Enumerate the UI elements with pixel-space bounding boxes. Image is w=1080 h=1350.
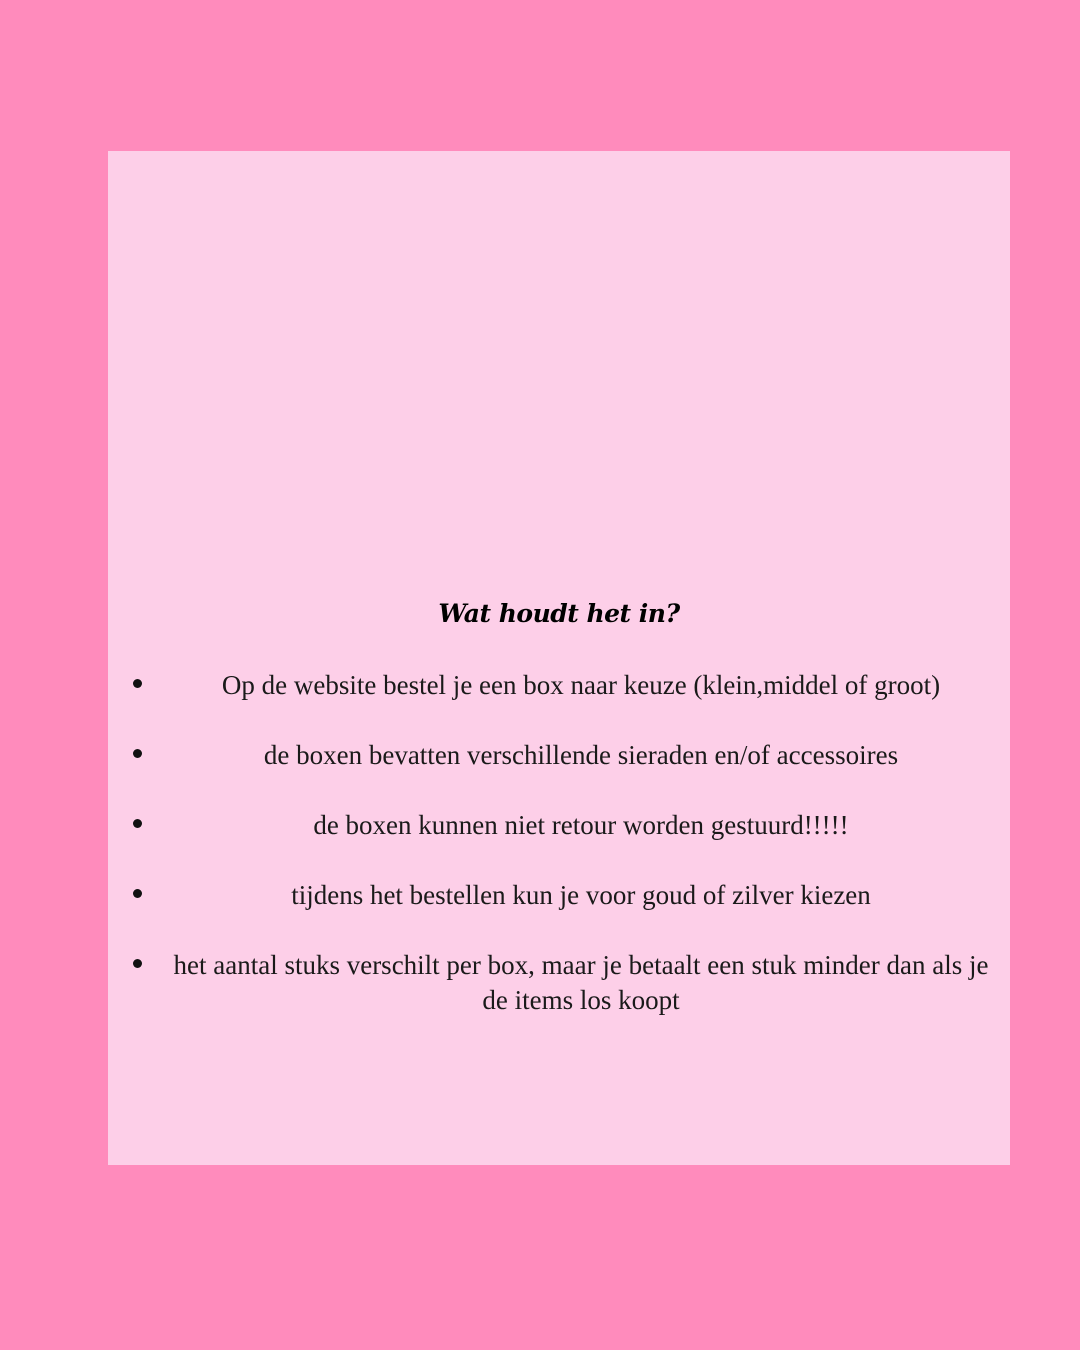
list-item-text: Op de website bestel je een box naar keuze (klein,middel of groot) [221, 670, 941, 700]
list-item-text: tijdens het bestellen kun je voor goud of zilver kiezen [291, 880, 871, 910]
bullet-icon [133, 959, 142, 968]
list-item [108, 808, 1010, 843]
list-item [108, 878, 1010, 913]
bullet-icon [133, 749, 142, 758]
bullet-icon [133, 679, 142, 688]
list-item [108, 948, 1010, 1018]
list-item-text: het aantal stuks verschilt per box, maar je betaalt een stuk minder dan als je de items los koopt [173, 950, 989, 1015]
bullet-icon [133, 889, 142, 898]
info-list [108, 668, 1010, 1053]
card-title: Wat houdt het in? [438, 599, 680, 628]
bullet-icon [133, 819, 142, 828]
list-item [108, 668, 1010, 703]
list-item [108, 738, 1010, 773]
info-card [108, 151, 1010, 1165]
list-item-text: de boxen bevatten verschillende sieraden en/of accessoires [263, 740, 899, 770]
list-item-text: de boxen kunnen niet retour worden gestuurd!!!!! [313, 810, 849, 840]
